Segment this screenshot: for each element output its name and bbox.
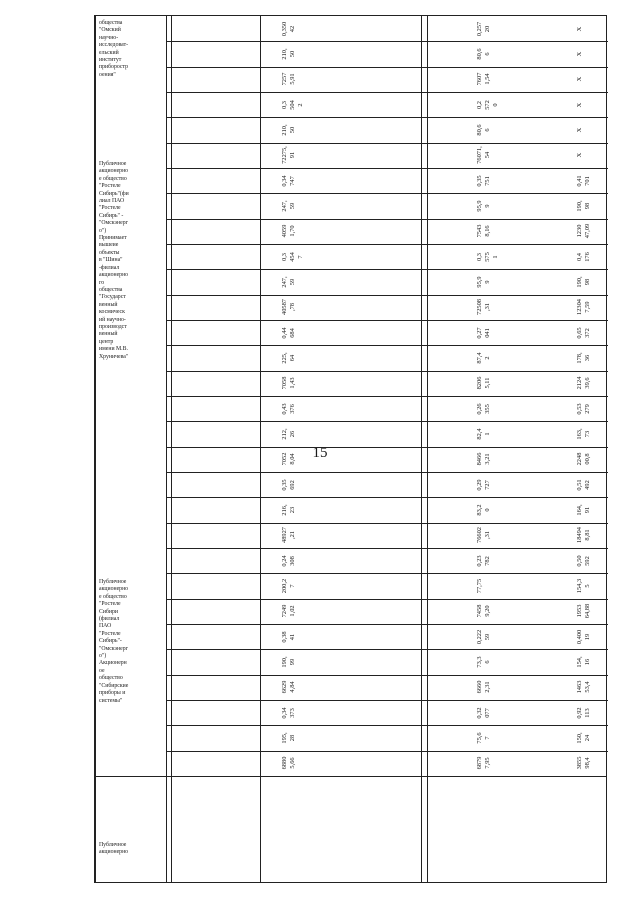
table-cell: 6660 2,31 — [476, 680, 491, 694]
table-cell: 18494 8,81 — [576, 527, 591, 544]
table-row-rule — [166, 624, 608, 625]
table-cell: 0,27 041 — [476, 327, 491, 339]
table-cell: 3855 98,4 — [576, 756, 591, 770]
table-cell: 0,35 692 — [281, 479, 296, 491]
table-cell: 190, 99 — [281, 656, 296, 668]
table-row-rule — [166, 472, 608, 473]
table-cell: 154, 16 — [576, 656, 591, 668]
table-row-rule — [166, 269, 608, 270]
table-cell: X — [576, 51, 583, 57]
page-number: 15 — [312, 445, 328, 461]
table-cell: 73,3 6 — [476, 656, 491, 668]
table-cell: 48927 ,21 — [281, 527, 296, 544]
table-row-rule — [166, 295, 608, 296]
table-cell: 200,2 7 — [281, 578, 296, 594]
table-row-rule — [166, 523, 608, 524]
table-cell: 210, 50 — [281, 124, 296, 136]
table-row-rule — [166, 396, 608, 397]
table-cell: 154,3 5 — [576, 578, 591, 594]
table-cell: 6880 5,66 — [281, 756, 296, 770]
table-row-rule — [166, 371, 608, 372]
table-cell: 6629 4,84 — [281, 680, 296, 694]
table-cell: 0,29 727 — [476, 479, 491, 491]
table-cell: 6879 7,95 — [476, 756, 491, 770]
table-cell: 247, 59 — [281, 200, 296, 212]
table-cell: 95,9 9 — [476, 276, 491, 288]
table-vertical-rule — [171, 16, 172, 882]
table-cell: 95,9 9 — [476, 200, 491, 212]
table-row-rule — [166, 447, 608, 448]
table-cell: 77,75 — [476, 578, 483, 594]
table-cell: 7052 8,04 — [281, 452, 296, 466]
table-vertical-rule — [95, 16, 96, 882]
table-cell: 0,400 19 — [576, 629, 591, 644]
table-cell: 0,350 42 — [281, 21, 296, 36]
row-header: Публичное акционерно е общество "Ростеле Сибири (филиал ПАО "Ростеле Сибирь"- "Омскэнерг о") Акционерн ое общество "Сибирские приборы и системы" — [99, 579, 129, 704]
table-row-rule — [166, 497, 608, 498]
table-row-rule — [166, 244, 608, 245]
table-cell: 2248 00,8 — [576, 452, 591, 466]
table-cell: 75,6 7 — [476, 732, 491, 744]
table-cell: 190, 98 — [576, 200, 591, 212]
table-cell: 80,6 6 — [476, 124, 491, 136]
table-cell: 163, 73 — [576, 428, 591, 440]
table-cell: 212, 26 — [281, 428, 296, 440]
table-cell: 150, 24 — [576, 732, 591, 744]
table-cell: 0,32 077 — [476, 707, 491, 719]
table-cell: 0,92 113 — [576, 707, 591, 719]
table-row-rule — [166, 345, 608, 346]
table-cell: 8206 5,11 — [476, 376, 491, 390]
table-row-rule — [166, 700, 608, 701]
table-row-rule — [95, 776, 606, 777]
table-cell: 0,3 504 2 — [281, 99, 304, 110]
table-cell: 72275, 91 — [281, 146, 296, 165]
table-cell: 216, 23 — [281, 504, 296, 516]
table-row-rule — [166, 117, 608, 118]
table-cell: 190, 98 — [576, 276, 591, 288]
table-cell: 0,65 372 — [576, 327, 591, 339]
table-cell: 87,4 2 — [476, 352, 491, 364]
table-row-rule — [166, 599, 608, 600]
table-row-rule — [166, 168, 608, 169]
table-cell: 1463 53,4 — [576, 680, 591, 694]
table-cell: 76602 ,31 — [476, 527, 491, 544]
table-cell: 7249 1,02 — [281, 604, 296, 618]
table-row-rule — [166, 193, 608, 194]
table-cell: 2124 39,6 — [576, 376, 591, 390]
table-cell: 72508 ,31 — [476, 299, 491, 316]
row-header: Публичное акционерно е общество "Ростеле Сибирь"(фи лиал ПАО "Ростеле Сибирь" - "Омскэнерг о") Принимает вышеие объекты в "Шина" -филиал акционерно го общества "Государст венный космическ ий научно- производст венный центр имени М.В. Хруничева" — [99, 161, 129, 360]
table-cell: 0,2 572 0 — [476, 99, 499, 110]
table-cell: 1230 47,09 — [576, 224, 591, 239]
table-cell: 7058 1,43 — [281, 376, 296, 390]
table-cell: 4059 1,70 — [281, 224, 296, 238]
table-cell: 0,34 373 — [281, 707, 296, 719]
table-row-rule — [166, 219, 608, 220]
table-cell: 0,44 684 — [281, 327, 296, 339]
row-header: общества "Омский научно- исследоват- ельский институт приборостр оения" — [99, 20, 129, 78]
table-row-rule — [166, 41, 608, 42]
table-cell: 0,38 41 — [281, 631, 296, 643]
table-cell: 0,34 747 — [281, 175, 296, 187]
table-cell: 0,23 782 — [476, 555, 491, 567]
table-cell: 164, 91 — [576, 504, 591, 516]
table-cell: 0,53 279 — [576, 403, 591, 415]
table-cell: 0,41 701 — [576, 175, 591, 187]
table-row-rule — [166, 675, 608, 676]
table-cell: 80,6 6 — [476, 48, 491, 60]
table-row-rule — [166, 143, 608, 144]
table-cell: 76071, 54 — [476, 146, 491, 165]
table-cell: 7543 8,16 — [476, 224, 491, 238]
table-cell: 40587 ,78 — [281, 299, 296, 316]
table-cell: 7607 1,54 — [476, 72, 491, 86]
table-row-rule — [166, 421, 608, 422]
table-cell: 0,26 355 — [476, 403, 491, 415]
table-cell: 7257 5,91 — [281, 72, 296, 86]
table-cell: 82,4 1 — [476, 428, 491, 440]
table-cell: 0,3 575 1 — [476, 251, 499, 262]
data-table — [94, 15, 607, 883]
table-cell: 7458 9,20 — [476, 604, 491, 618]
table-cell: 178, 36 — [576, 352, 591, 364]
table-cell: 195, 28 — [281, 732, 296, 744]
table-row-rule — [166, 649, 608, 650]
table-row-rule — [166, 548, 608, 549]
table-cell: X — [576, 26, 583, 31]
table-cell: X — [576, 77, 583, 82]
table-cell: 0,4 176 — [576, 251, 591, 262]
table-cell: 0,222 59 — [476, 629, 491, 644]
table-vertical-rule — [166, 16, 167, 882]
table-cell: 12304 7,59 — [576, 299, 591, 316]
table-cell: 0,51 492 — [576, 479, 591, 491]
table-vertical-rule — [260, 16, 261, 882]
table-cell: 210, 50 — [281, 48, 296, 60]
table-row-rule — [166, 92, 608, 93]
table-row-rule — [166, 67, 608, 68]
table-row-rule — [166, 751, 608, 752]
table-cell: X — [576, 127, 583, 133]
table-vertical-rule — [421, 16, 422, 882]
table-cell: 83,2 0 — [476, 504, 491, 516]
table-cell: X — [576, 102, 583, 107]
table-cell: 247, 59 — [281, 276, 296, 288]
table-cell: 225, 64 — [281, 352, 296, 364]
table-cell: 0,24 308 — [281, 555, 296, 567]
table-cell: 8466 3,21 — [476, 452, 491, 466]
row-header: Публичное акционерно — [99, 842, 129, 856]
table-cell: 1953 64,88 — [576, 604, 591, 619]
table-row-rule — [166, 573, 608, 574]
table-cell: 0,50 592 — [576, 555, 591, 567]
table-row-rule — [166, 725, 608, 726]
table-cell: X — [576, 153, 583, 158]
table-cell: 0,35 751 — [476, 175, 491, 187]
table-row-rule — [166, 320, 608, 321]
table-cell: 0,257 20 — [476, 21, 491, 36]
table-vertical-rule — [427, 16, 428, 882]
table-cell: 0,43 376 — [281, 403, 296, 415]
table-cell: 0,3 454 7 — [281, 251, 304, 262]
